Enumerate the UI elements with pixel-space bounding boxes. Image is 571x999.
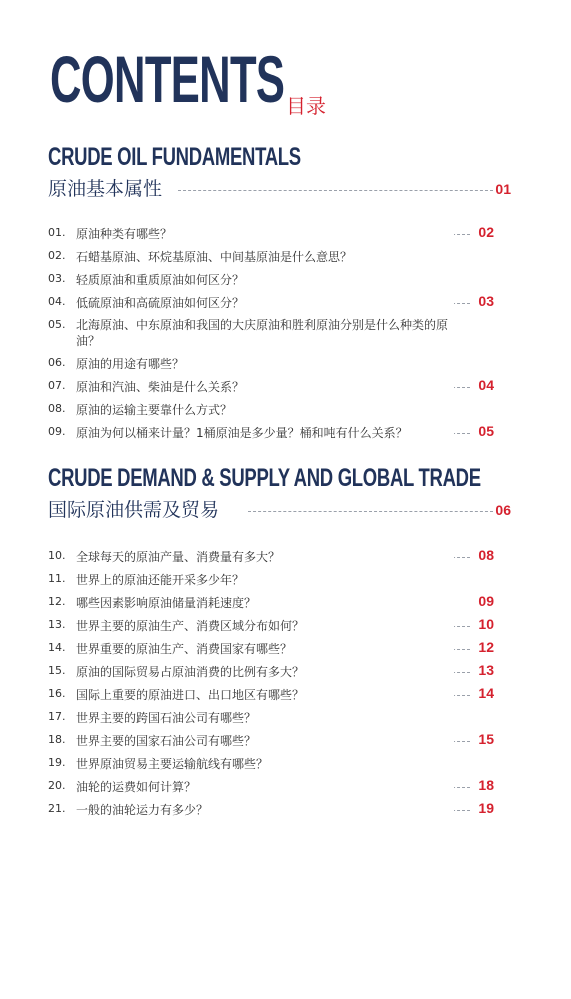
- toc-item-06[interactable]: [48, 353, 494, 373]
- item-page: 15: [478, 731, 494, 747]
- item-page: 04: [478, 377, 494, 393]
- item-number: 11.: [48, 572, 66, 585]
- toc-item-21[interactable]: [48, 799, 494, 819]
- item-text: 原油为何以桶来计量？1桶原油是多少量？桶和吨有什么关系？: [76, 424, 454, 441]
- item-text: 低硫原油和高硫原油如何区分？: [76, 294, 454, 311]
- contents-title-en: CONTENTS: [50, 42, 285, 116]
- item-page: 08: [478, 547, 494, 563]
- item-text: 原油的国际贸易占原油消费的比例有多大？: [76, 663, 454, 680]
- item-number: 21.: [48, 802, 66, 815]
- toc-item-13[interactable]: [48, 615, 494, 635]
- item-number: 13.: [48, 618, 66, 631]
- contents-title-zh: 目录: [286, 94, 326, 118]
- item-number: 19.: [48, 756, 66, 769]
- item-text: 世界重要的原油生产、消费国家有哪些？: [76, 640, 454, 657]
- item-number: 09.: [48, 425, 66, 438]
- item-number: 01.: [48, 226, 66, 239]
- item-page: 03: [478, 293, 494, 309]
- toc-item-17[interactable]: [48, 707, 494, 727]
- toc-item-16[interactable]: [48, 684, 494, 704]
- toc-item-02[interactable]: [48, 246, 494, 266]
- toc-item-03[interactable]: [48, 269, 494, 289]
- item-number: 05.: [48, 318, 66, 331]
- section-2-title-zh: 国际原油供需及贸易: [48, 495, 225, 522]
- item-text: 一般的油轮运力有多少？: [76, 801, 454, 818]
- leader-dots: [248, 511, 493, 512]
- item-text: 世界主要的国家石油公司有哪些？: [76, 732, 454, 749]
- item-number: 10.: [48, 549, 66, 562]
- leader-dots: [178, 190, 493, 191]
- toc-item-18[interactable]: [48, 730, 494, 750]
- item-text: 世界原油贸易主要运输航线有哪些？: [76, 755, 454, 772]
- toc-item-10[interactable]: [48, 546, 494, 566]
- toc-item-19[interactable]: [48, 753, 494, 773]
- item-text: 哪些因素影响原油储量消耗速度？: [76, 594, 454, 611]
- toc-item-08[interactable]: [48, 399, 494, 419]
- toc-item-09[interactable]: [48, 422, 494, 442]
- item-number: 03.: [48, 272, 66, 285]
- item-page: 19: [478, 800, 494, 816]
- toc-item-15[interactable]: [48, 661, 494, 681]
- toc-item-12[interactable]: [48, 592, 494, 612]
- toc-item-14[interactable]: [48, 638, 494, 658]
- item-text: 油轮的运费如何计算？: [76, 778, 454, 795]
- item-text: 轻质原油和重质原油如何区分？: [76, 271, 454, 288]
- item-text: 世界主要的原油生产、消费区域分布如何？: [76, 617, 454, 634]
- toc-item-05[interactable]: [48, 315, 494, 349]
- toc-item-01[interactable]: [48, 223, 494, 243]
- item-number: 15.: [48, 664, 66, 677]
- section-1-page: 01: [495, 181, 511, 197]
- item-page: 05: [478, 423, 494, 439]
- item-page: 10: [478, 616, 494, 632]
- item-text: 全球每天的原油产量、消费量有多大？: [76, 548, 454, 565]
- item-page: 02: [478, 224, 494, 240]
- item-number: 18.: [48, 733, 66, 746]
- section-1-heading[interactable]: [48, 174, 511, 200]
- toc-item-07[interactable]: [48, 376, 494, 396]
- item-text: 世界上的原油还能开采多少年？: [76, 571, 454, 588]
- item-number: 06.: [48, 356, 66, 369]
- item-number: 07.: [48, 379, 66, 392]
- item-page: 12: [478, 639, 494, 655]
- item-number: 14.: [48, 641, 66, 654]
- item-page: 09: [478, 593, 494, 609]
- item-number: 17.: [48, 710, 66, 723]
- item-number: 20.: [48, 779, 66, 792]
- contents-header: [50, 42, 405, 118]
- item-number: 02.: [48, 249, 66, 262]
- item-number: 08.: [48, 402, 66, 415]
- item-text: 石蜡基原油、环烷基原油、中间基原油是什么意思？: [76, 248, 454, 265]
- section-1-title-zh: 原油基本属性: [48, 174, 168, 201]
- item-number: 12.: [48, 595, 66, 608]
- item-page: 18: [478, 777, 494, 793]
- item-text: 原油的用途有哪些？: [76, 355, 454, 372]
- item-number: 04.: [48, 295, 66, 308]
- item-page: 13: [478, 662, 494, 678]
- item-number: 16.: [48, 687, 66, 700]
- item-text: 原油种类有哪些？: [76, 225, 454, 242]
- section-2-page: 06: [495, 502, 511, 518]
- item-page: 14: [478, 685, 494, 701]
- toc-item-20[interactable]: [48, 776, 494, 796]
- item-text: 原油和汽油、柴油是什么关系？: [76, 378, 454, 395]
- section-2-heading[interactable]: [48, 495, 511, 521]
- section-1-title-en: CRUDE OIL FUNDAMENTALS: [48, 143, 301, 171]
- item-text: 世界主要的跨国石油公司有哪些？: [76, 709, 454, 726]
- item-text: 国际上重要的原油进口、出口地区有哪些？: [76, 686, 454, 703]
- toc-item-11[interactable]: [48, 569, 494, 589]
- section-2-title-en: CRUDE DEMAND & SUPPLY AND GLOBAL TRADE: [48, 464, 481, 492]
- toc-item-04[interactable]: [48, 292, 494, 312]
- item-text: 原油的运输主要靠什么方式？: [76, 401, 454, 418]
- item-text: 北海原油、中东原油和我国的大庆原油和胜利原油分别是什么种类的原油？: [76, 317, 468, 349]
